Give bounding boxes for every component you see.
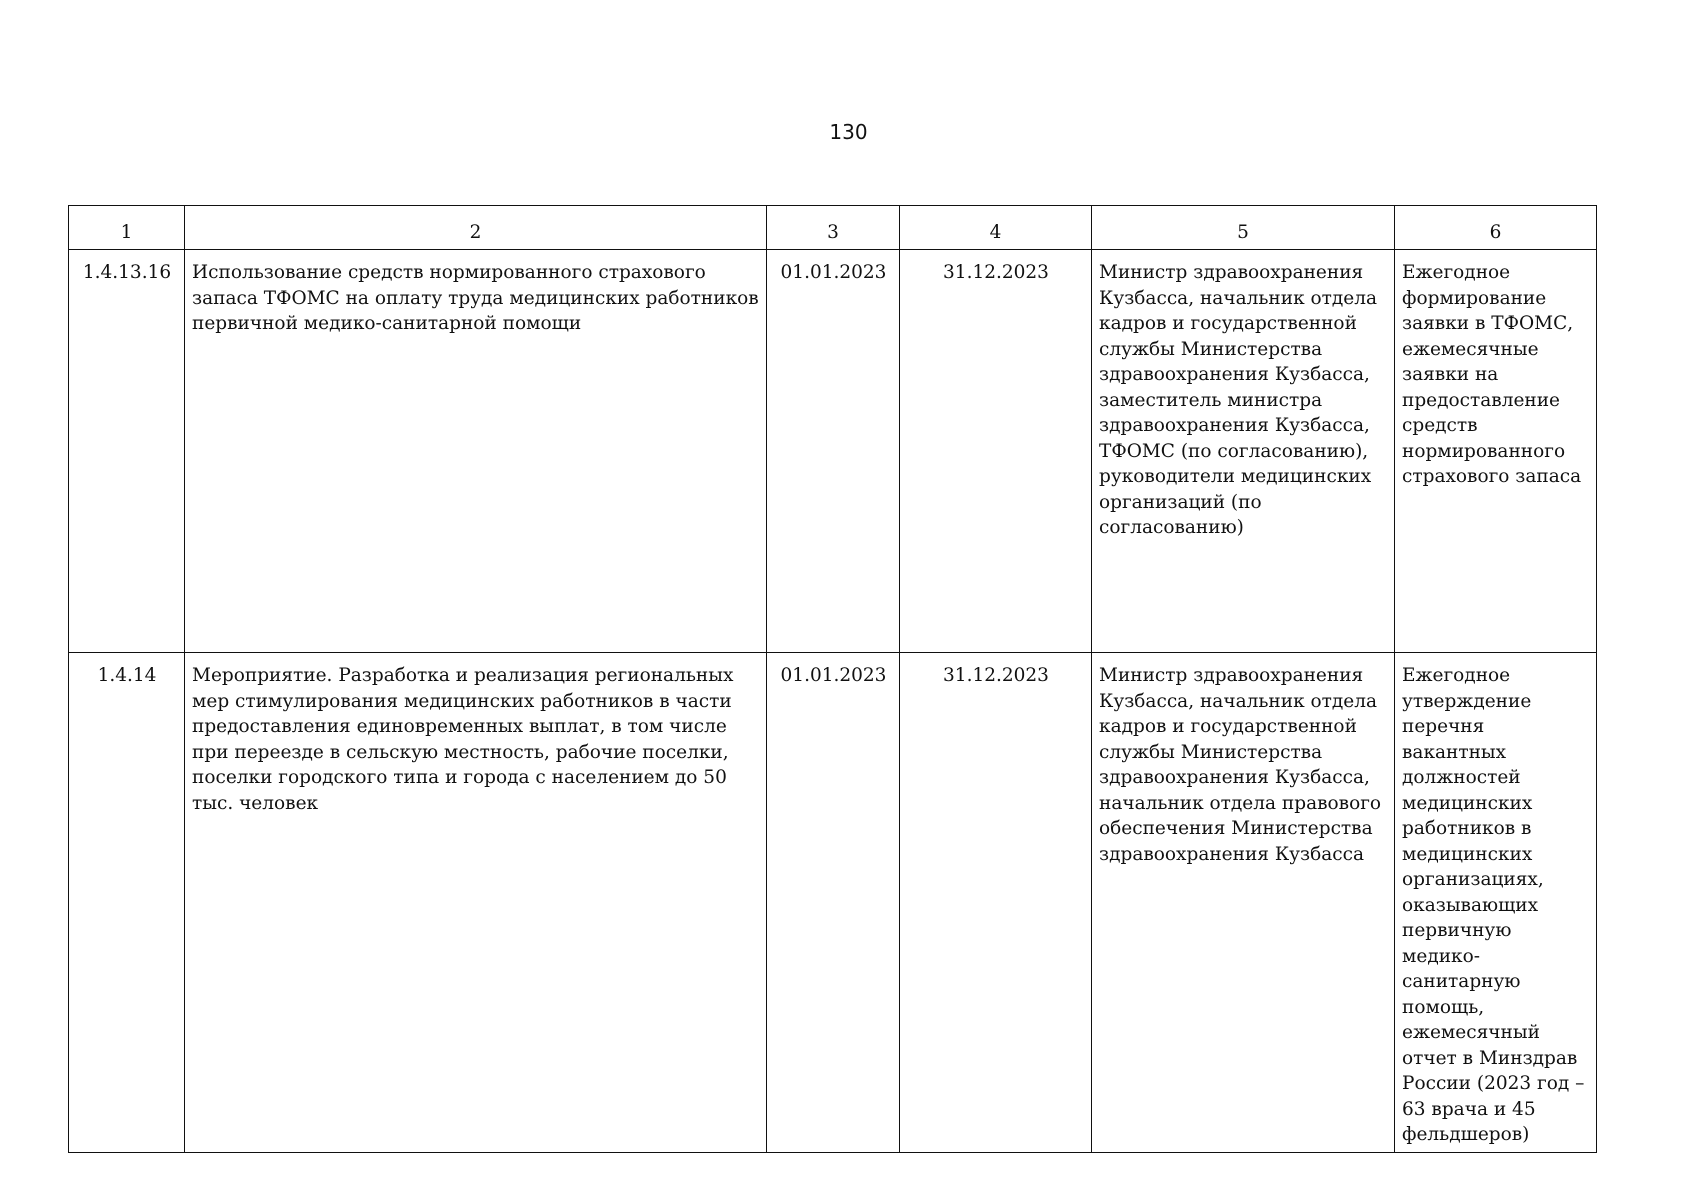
- column-header-4: 4: [900, 206, 1092, 250]
- row-activity: Использование средств нормированного страхового запаса ТФОМС на оплату труда медицинских работников первичной медико-санитарной помощи: [185, 250, 767, 653]
- row-result: Ежегодное утверждение перечня вакантных должностей медицинских работников в медицинских организациях, оказывающих первичную медико-санитарную помощь, ежемесячный отчет в Минздрав России (2023 год – 63 врача и 45 фельдшеров): [1395, 653, 1597, 1153]
- row-activity: Мероприятие. Разработка и реализация региональных мер стимулирования медицинских работников в части предоставления единовременных выплат, в том числе при переезде в сельскую местность, рабочие поселки, поселки городского типа и города с населением до 50 тыс. человек: [185, 653, 767, 1153]
- table-row: [69, 653, 1597, 1153]
- column-header-2: 2: [185, 206, 767, 250]
- table-row: [69, 250, 1597, 653]
- row-start-date: 01.01.2023: [767, 250, 900, 653]
- row-end-date: 31.12.2023: [900, 653, 1092, 1153]
- row-number: 1.4.13.16: [69, 250, 185, 653]
- row-responsible: Министр здравоохранения Кузбасса, начальник отдела кадров и государственной службы Министерства здравоохранения Кузбасса, заместитель министра здравоохранения Кузбасса, ТФОМС (по согласованию), руководители медицинских организаций (по согласованию): [1092, 250, 1395, 653]
- column-header-1: 1: [69, 206, 185, 250]
- row-end-date: 31.12.2023: [900, 250, 1092, 653]
- page-number: 130: [829, 120, 868, 144]
- column-header-6: 6: [1395, 206, 1597, 250]
- row-result: Ежегодное формирование заявки в ТФОМС, ежемесячные заявки на предоставление средств нормированного страхового запаса: [1395, 250, 1597, 653]
- row-start-date: 01.01.2023: [767, 653, 900, 1153]
- table-header-row: [69, 206, 1597, 250]
- plan-table: [68, 205, 1597, 1153]
- column-header-5: 5: [1092, 206, 1395, 250]
- column-header-3: 3: [767, 206, 900, 250]
- row-number: 1.4.14: [69, 653, 185, 1153]
- row-responsible: Министр здравоохранения Кузбасса, начальник отдела кадров и государственной службы Министерства здравоохранения Кузбасса, начальник отдела правового обеспечения Министерства здравоохранения Кузбасса: [1092, 653, 1395, 1153]
